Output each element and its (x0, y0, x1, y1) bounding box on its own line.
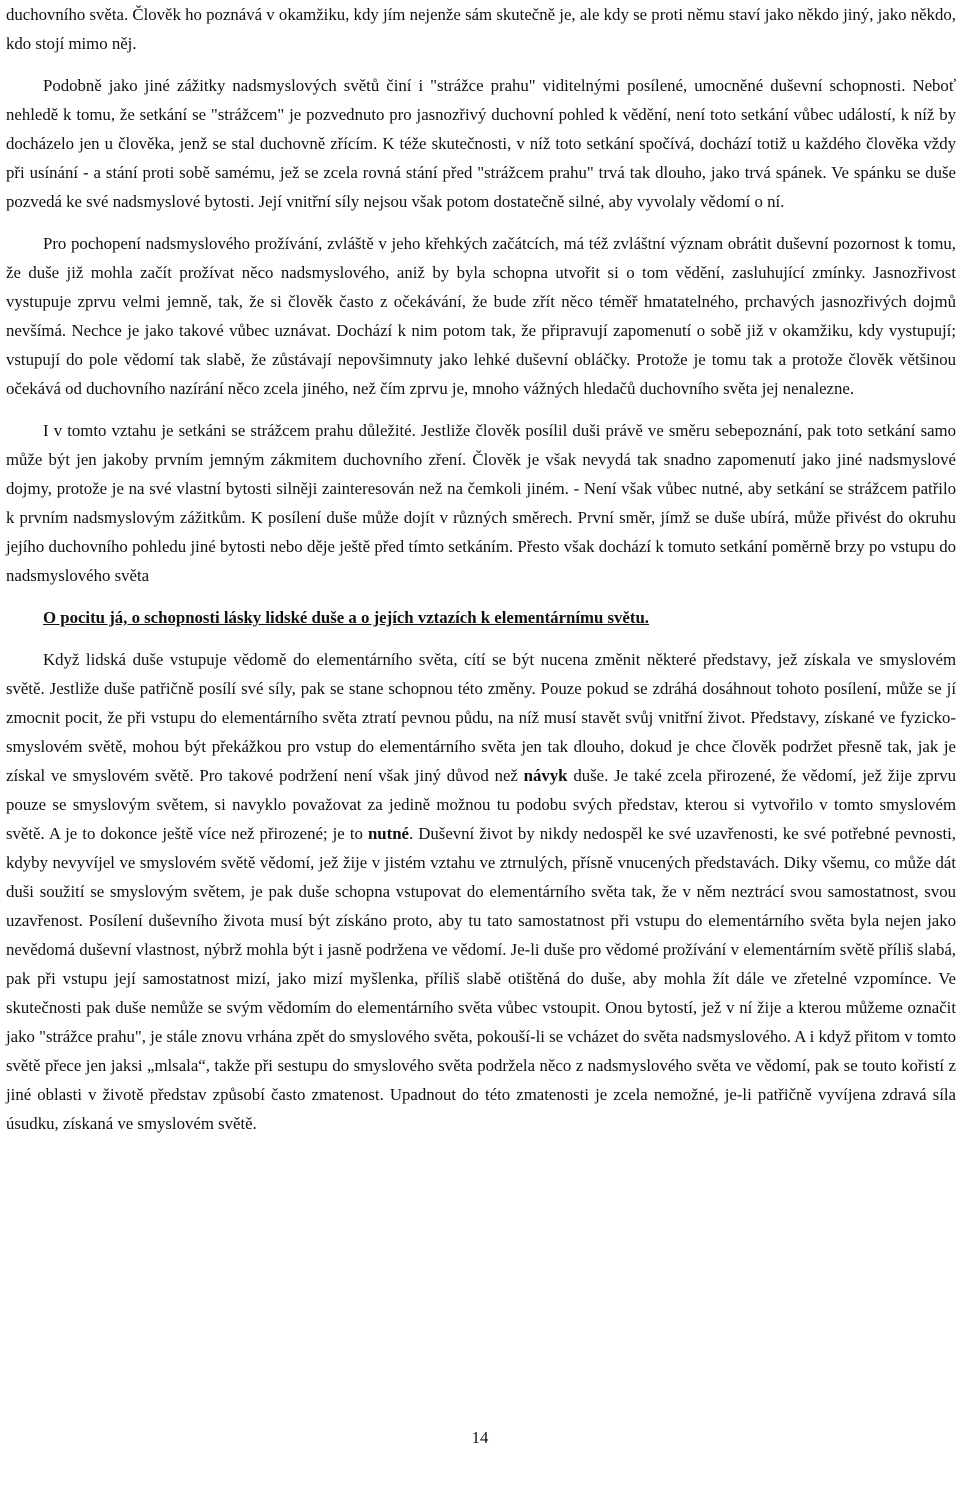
emphasis-nutne: nutné (367, 824, 410, 843)
paragraph-text-part-3: . Duševní život by nikdy nedospěl ke své uzavřenosti, ke své potřebné pevnosti, kdyby nevyvíjel ve smyslovém světě vědomí, jež žije v jistém vztahu ve ztrnulých, přísně vnucených představách. Diky všemu, co může dát duši soužití se smyslovým světem, je pak duše schopna vstupovat do elementárního světa tak, že v něm neztrácí svou samostatnost, svou uzavřenost. Posílení duševního života musí být získáno proto, aby tu tato samostatnost při vstupu do elementárního světa byla nejen jako nevědomá duševní vlastnost, nýbrž mohla být i jasně podržena ve vědomí. Je-li duše pro vědomé prožívání v elementárním světě příliš slabá, pak při vstupu její samostatnost mizí, jako mizí myšlenka, příliš slabě otištěná do duše, aby mohla žít dále ve zřetelné vzpomínce. Ve skutečnosti pak duše nemůže se svým vědomím do elementárního světa vůbec vstoupit. Onou bytostí, jež v ní žije a kterou můžeme označit jako "strážce prahu", je stále znovu vrhána zpět do smyslového světa, pokouší-li se vcházet do světa nadsmyslového. A i když přitom v tomto světě přece jen jaksi „mlsala“, takže při sestupu do smyslového světa podržela něco z nadsmyslového světa ve vědomí, pak se touto kořistí z jiné oblasti v životě představ způsobí často zmatenost. Upadnout do této zmatenosti je zcela nemožné, je-li patřičně vyvíjena zdravá síla úsudku, získaná ve smyslovém světě. (6, 824, 956, 1133)
section-heading: O pocitu já, o schopnosti lásky lidské duše a o jejích vztazích k elementárnímu světu. (43, 608, 650, 627)
emphasis-navyk: návyk (523, 766, 568, 785)
paragraph-text-part-1: Když lidská duše vstupuje vědomě do elementárního světa, cítí se být nucena změnit některé představy, jež získala ve smyslovém světě. Jestliže duše patřičně posílí své síly, pak se stane schopnou této změny. Pouze pokud se zdráhá dosáhnout tohoto posílení, může se jí zmocnit pocit, že při vstupu do elementárního světa ztratí pevnou půdu, na níž musí stavět svůj vnitřní život. Představy, získané ve fyzicko-smyslovém světě, mohou být překážkou pro vstup do elementárního světa jen tak dlouho, dokud je chce člověk podržet přesně tak, jak je získal ve smyslovém světě. Pro takové podržení není však jiný důvod než (6, 650, 956, 785)
paragraph-setkani-se-strazcem: I v tomto vztahu je setkáni se strážcem prahu důležité. Jestliže člověk posílil duši právě ve směru sebepoznání, pak toto setkání samo může být jen jakoby prvním jemným zákmitem duchovního zření. Člověk je však nevydá tak snadno zapomenutí jako jiné nadsmyslové dojmy, protože je na své vlastní bytosti silněji zainteresován než na čemkoli jiném. - Není však vůbec nutné, aby setkání se strážcem patřilo k prvním nadsmyslovým zážitkům. K posílení duše může dojít v různých směrech. První směr, jímž se duše ubírá, může přivést do okruhu jejího duchovního pohledu jiné bytosti nebo děje ještě před tímto setkáním. Přesto však dochází k tomuto setkání poměrně brzy po vstupu do nadsmyslového světa (6, 421, 956, 585)
paragraph-nadsmyslove-prozivani: Pro pochopení nadsmyslového prožívání, zvláště v jeho křehkých začátcích, má též zvláštní význam obrátit duševní pozornost k tomu, že duše již mohla začít prožívat něco nadsmyslového, aniž by byla schopna utvořit si o tom vědění, zasluhující zmínky. Jasnozřivost vystupuje zprvu velmi jemně, tak, že si člověk často z očekávání, že bude zřít něco téměř hmatatelného, prchavých jasnozřivých dojmů nevšímá. Nechce je jako takové vůbec uznávat. Dochází k nim potom tak, že připravují zapomenutí o sobě již v okamžiku, kdy vystupují; vstupují do pole vědomí tak slabě, že zůstávají nepovšimnuty jako lehké duševní obláčky. Protože je tomu tak a protože člověk většinou očekává od duchovního nazírání něco zcela jiného, než čím zprvu je, mnoho vážných hledačů duchovního světa jej nenalezne. (6, 234, 956, 398)
paragraph-text-part-2: duše. Je také zcela přirozené, že vědomí, jež žije zprvu pouze se smyslovým světem, si navyklo považovat za jedině možnou tu podobu svých představ, kterou si vytvořilo v tomto smyslovém světě. A je to dokonce ještě více než přirozené; je to (6, 766, 956, 843)
paragraph-continuation: duchovního světa. Člověk ho poznává v okamžiku, kdy jím nejenže sám skutečně je, ale kdy se proti němu staví jako někdo jiný, jako někdo, kdo stojí mimo něj. (6, 5, 956, 53)
paragraph-strazce-prahu: Podobně jako jiné zážitky nadsmyslových světů činí i "strážce prahu" viditelnými posílené, umocněné duševní schopnosti. Neboť nehledě k tomu, že setkání se "strážcem" je pozvednuto pro jasnozřivý duchovní pohled k vědění, není toto setkání vůbec událostí, k níž by docházelo jen u člověka, jenž se stal duchovně zřícím. K téže skutečnosti, v níž toto setkání spočívá, dochází totiž u každého člověka vždy při usínání - a stání proti sobě samému, jež se zcela rovná stání před "strážcem prahu" trvá tak dlouho, jako trvá spánek. Ve spánku se duše pozvedá ke své nadsmyslové bytosti. Její vnitřní síly nejsou však potom dostatečně silné, aby vyvolaly vědomí o ní. (6, 76, 956, 211)
page-number: 14 (471, 1428, 489, 1447)
paragraph-elementarni-svet (6, 645, 956, 1138)
document-page (6, 0, 956, 1138)
